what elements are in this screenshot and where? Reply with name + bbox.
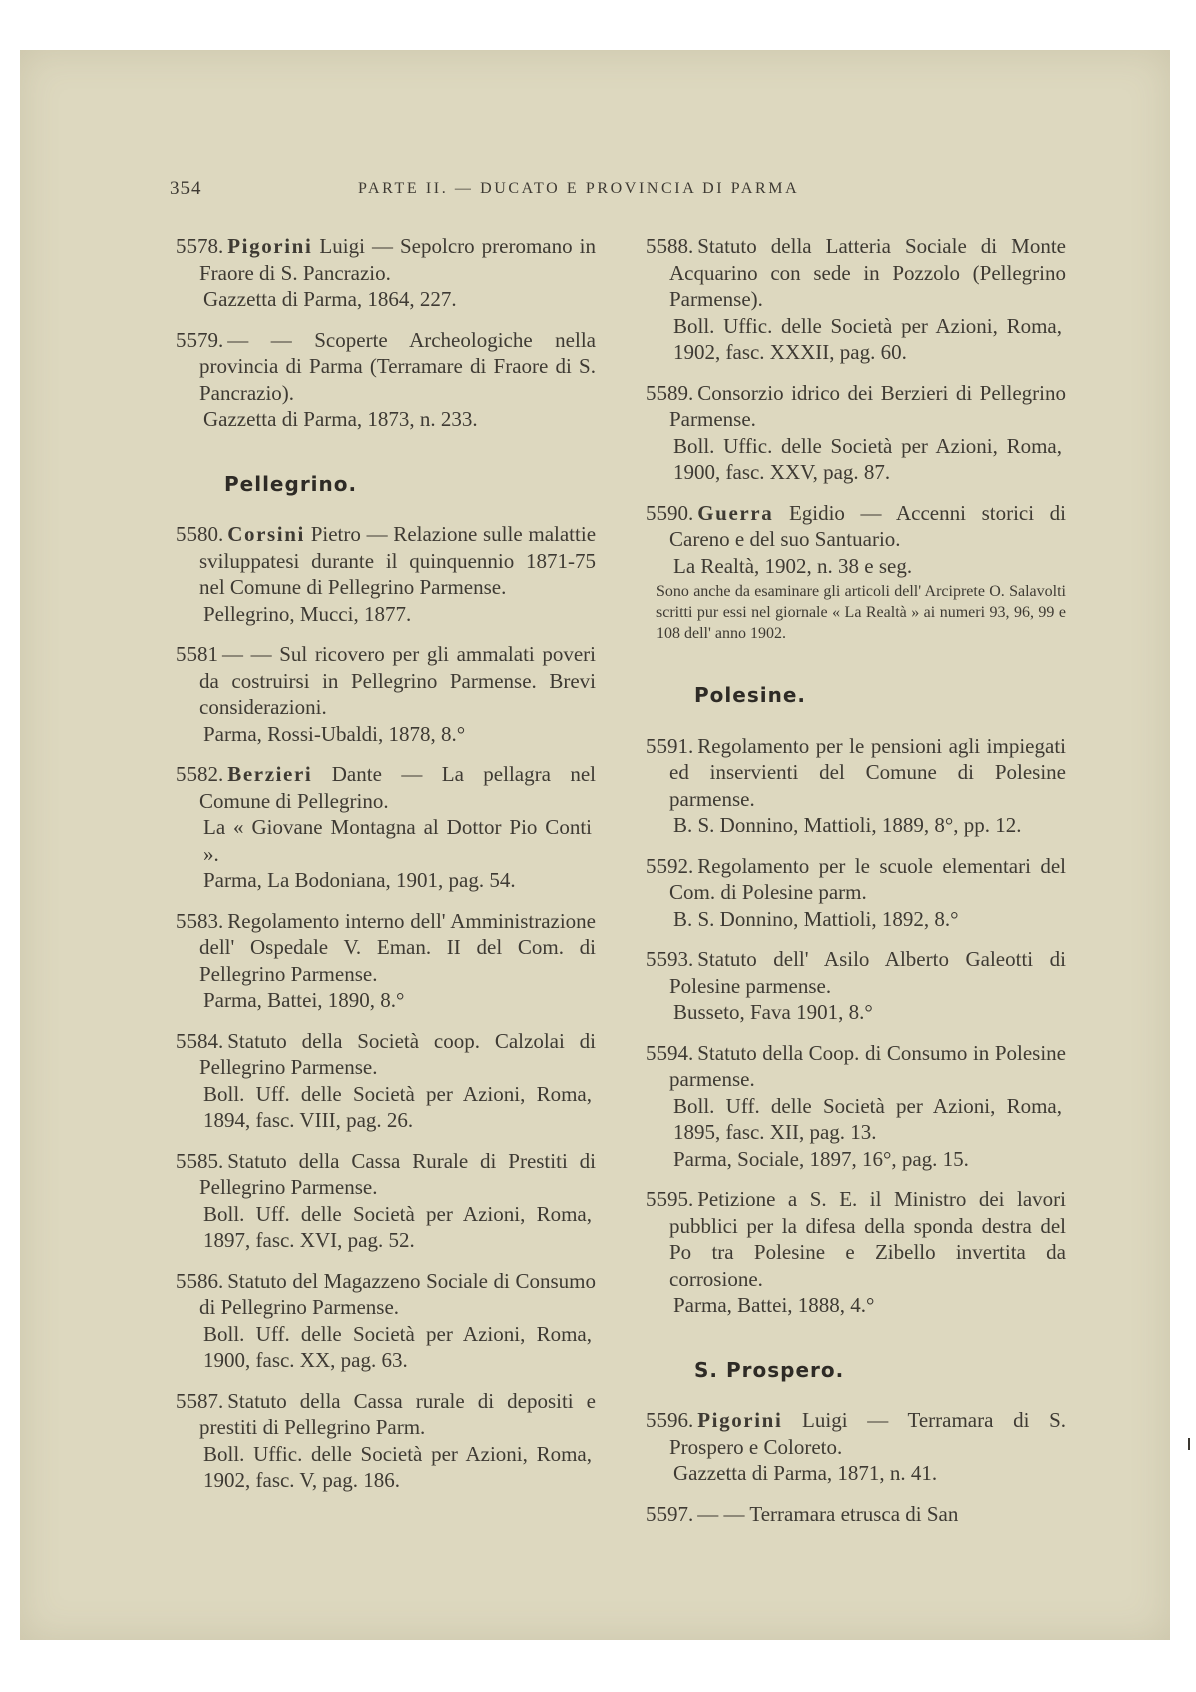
entry-text: Regolamento interno dell' Amministrazione dell' Ospedale V. Eman. II del Com. di Pellegrino Parmense. [199,908,596,986]
left-column [176,233,596,1508]
entry-number: 5584. [176,1028,224,1053]
entry-citation: Boll. Uffic. delle Società per Azioni, Roma, 1902, fasc. V, pag. 186. [203,1441,592,1492]
entry-body [646,1040,1066,1093]
bibliography-entry [176,233,596,313]
entry-note: Sono anche da esaminare gli articoli dell' Arciprete O. Salavolti scritti pur essi nel giornale « La Realtà » ai numeri 93, 96, 99 e 108 dell' anno 1902. [656,583,1066,642]
entry-citation: Parma, Battei, 1888, 4.° [673,1293,875,1317]
entry-number: 5591. [646,733,694,758]
entry-citation: Boll. Uffic. delle Società per Azioni, Roma, 1900, fasc. XXV, pag. 87. [673,433,1062,484]
bibliography-entry [176,1388,596,1494]
entry-text: Luigi — Sepolcro preromano in Fraore di S. Pancrazio. [199,234,596,285]
entry-number: 5594. [646,1040,694,1065]
entry-text: Pietro — Relazione sulle malattie sviluppatesi durante il quinquennio 1871-75 nel Comune di Pellegrino Parmense. [199,522,597,599]
entry-citation: Pellegrino, Mucci, 1877. [203,601,412,626]
bibliography-entry [646,946,1066,1026]
entry-number: 5585. [176,1148,224,1173]
entry-body [176,761,596,814]
entry-text: Statuto della Latteria Sociale di Monte Acquarino con sede in Pozzolo (Pellegrino Parmense). [669,234,1066,311]
page-header [20,178,1170,200]
left-entries-b [176,521,596,1494]
entry-body [646,853,1066,906]
entry-text: Statuto della Società coop. Calzolai di Pellegrino Parmense. [199,1028,596,1079]
entry-author: Berzieri [227,762,313,786]
entry-text: Egidio — Accenni storici di Careno e del suo Santuario. [669,500,1066,551]
bibliography-entry [646,500,1066,645]
bibliography-entry [646,1407,1066,1487]
entry-body [176,521,596,601]
page-number: 354 [170,178,202,199]
entry-body [176,641,596,721]
entry-body [176,908,596,988]
entry-text: Regolamento per le pensioni agli impiegati ed inservienti del Comune di Polesine parmense. [669,733,1066,811]
right-entries-a [646,233,1066,644]
entry-citation: La Realtà, 1902, n. 38 e seg. [673,553,913,578]
entry-citation: Busseto, Fava 1901, 8.° [673,1000,873,1024]
entry-number: 5581 [176,642,218,666]
bibliography-entry [646,853,1066,933]
bibliography-entry [646,733,1066,839]
bibliography-entry [176,1148,596,1254]
entry-citation: Gazzetta di Parma, 1873, n. 233. [203,407,478,431]
entry-citation: Parma, Battei, 1890, 8.° [203,988,405,1012]
entry-text: Statuto della Coop. di Consumo in Polesine parmense. [669,1040,1066,1091]
bibliography-entry [646,1040,1066,1173]
entry-citation: Gazzetta di Parma, 1864, 227. [203,287,457,311]
entry-author: Corsini [227,522,305,546]
entry-body [646,946,1066,999]
bibliography-entry [176,761,596,894]
entry-text: Regolamento per le scuole elementari del Com. di Polesine parm. [669,853,1066,904]
bibliography-entry [646,233,1066,366]
entry-citation: Boll. Uffic. delle Società per Azioni, Roma, 1902, fasc. XXXII, pag. 60. [673,313,1062,364]
entry-text: Luigi — Terramara di S. Prospero e Coloreto. [669,1408,1066,1459]
entry-number: 5593. [646,947,694,971]
entry-number: 5592. [646,853,694,878]
entry-citation: B. S. Donnino, Mattioli, 1892, 8.° [673,906,959,931]
entry-text: Consorzio idrico dei Berzieri di Pellegrino Parmense. [669,380,1066,431]
entry-author: Pigorini [697,1408,783,1432]
entry-body [176,1388,596,1441]
entry-author: Pigorini [227,234,313,258]
bibliography-entry [176,908,596,1014]
section-heading-s-prospero: S. Prospero. [694,1357,845,1382]
entry-number: 5597. [646,1501,694,1526]
entry-text: — — Scoperte Archeologiche nella provincia di Parma (Terramare di Fraore di S. Pancrazio). [199,327,596,405]
entry-citation: Parma, La Bodoniana, 1901, pag. 54. [203,868,516,892]
right-entries-b [646,733,1066,1319]
entry-text: Petizione a S. E. il Ministro dei lavori pubblici per la difesa della sponda destra del Po tra Polesine e Zibello invertita da corrosione. [669,1187,1066,1291]
entry-number: 5587. [176,1388,224,1413]
bibliography-entry [646,380,1066,486]
entry-body [646,233,1066,313]
running-head: PARTE II. — DUCATO E PROVINCIA DI PARMA [358,180,800,197]
entry-body [646,733,1066,813]
entry-text: Statuto dell' Asilo Alberto Galeotti di Polesine parmense. [669,947,1066,998]
section-heading-pellegrino: Pellegrino. [224,471,358,496]
entry-number: 5582. [176,762,224,786]
entry-number: 5578. [176,234,224,258]
entry-body [176,1028,596,1081]
bibliography-entry [176,1268,596,1374]
entry-citation: Boll. Uff. delle Società per Azioni, Roma, 1895, fasc. XII, pag. 13. [673,1093,1062,1144]
bibliography-entry [176,327,596,433]
entry-citation: B. S. Donnino, Mattioli, 1889, 8°, pp. 12. [673,813,1022,837]
left-entries-a [176,233,596,433]
entry-number: 5590. [646,500,694,525]
entry-body [176,233,596,286]
entry-body [646,500,1066,553]
entry-citation: Boll. Uff. delle Società per Azioni, Roma, 1894, fasc. VIII, pag. 26. [203,1081,592,1132]
entry-citation: Gazzetta di Parma, 1871, n. 41. [673,1461,938,1485]
bibliography-entry [176,521,596,627]
entry-citation: Boll. Uff. delle Società per Azioni, Roma, 1900, fasc. XX, pag. 63. [203,1321,592,1372]
entry-text: Statuto della Cassa Rurale di Prestiti di Pellegrino Parmense. [199,1148,596,1199]
entry-number: 5586. [176,1268,224,1293]
entry-text: Statuto del Magazzeno Sociale di Consumo di Pellegrino Parmense. [199,1268,596,1319]
entry-author: Guerra [697,500,774,525]
margin-mark [1188,1438,1190,1450]
entry-number: 5580. [176,522,224,546]
bibliography-entry [646,1186,1066,1319]
section-heading-polesine: Polesine. [694,683,806,707]
entry-text: — — Terramara etrusca di San [697,1501,959,1526]
entry-number: 5595. [646,1187,694,1211]
entry-citation: La « Giovane Montagna al Dottor Pio Conti ». [203,815,592,866]
entry-citation: Parma, Rossi-Ubaldi, 1878, 8.° [203,721,466,746]
entry-body [176,1148,596,1201]
entry-number: 5583. [176,908,224,933]
right-entries-c [646,1407,1066,1527]
entry-citation: Boll. Uff. delle Società per Azioni, Roma, 1897, fasc. XVI, pag. 52. [203,1201,592,1252]
entry-text: Statuto della Cassa rurale di depositi e prestiti di Pellegrino Parm. [199,1388,596,1439]
entry-number: 5596. [646,1408,694,1432]
bibliography-entry [176,1028,596,1134]
bibliography-entry [176,641,596,747]
entry-body [646,380,1066,433]
entry-body [176,1268,596,1321]
bibliography-entry [646,1501,1066,1528]
entry-body [646,1186,1066,1292]
entry-number: 5588. [646,234,694,258]
entry-body [646,1407,1066,1460]
entry-citation: Parma, Sociale, 1897, 16°, pag. 15. [673,1146,969,1171]
scanned-page [20,50,1170,1640]
right-column [646,233,1066,1541]
entry-body [646,1501,1066,1528]
entry-text: Dante — La pellagra nel Comune di Pellegrino. [199,762,596,813]
entry-text: — — Sul ricovero per gli ammalati poveri da costruirsi in Pellegrino Parmense. Brevi considerazioni. [199,642,596,719]
entry-body [176,327,596,407]
entry-number: 5579. [176,327,224,352]
entry-number: 5589. [646,380,694,405]
